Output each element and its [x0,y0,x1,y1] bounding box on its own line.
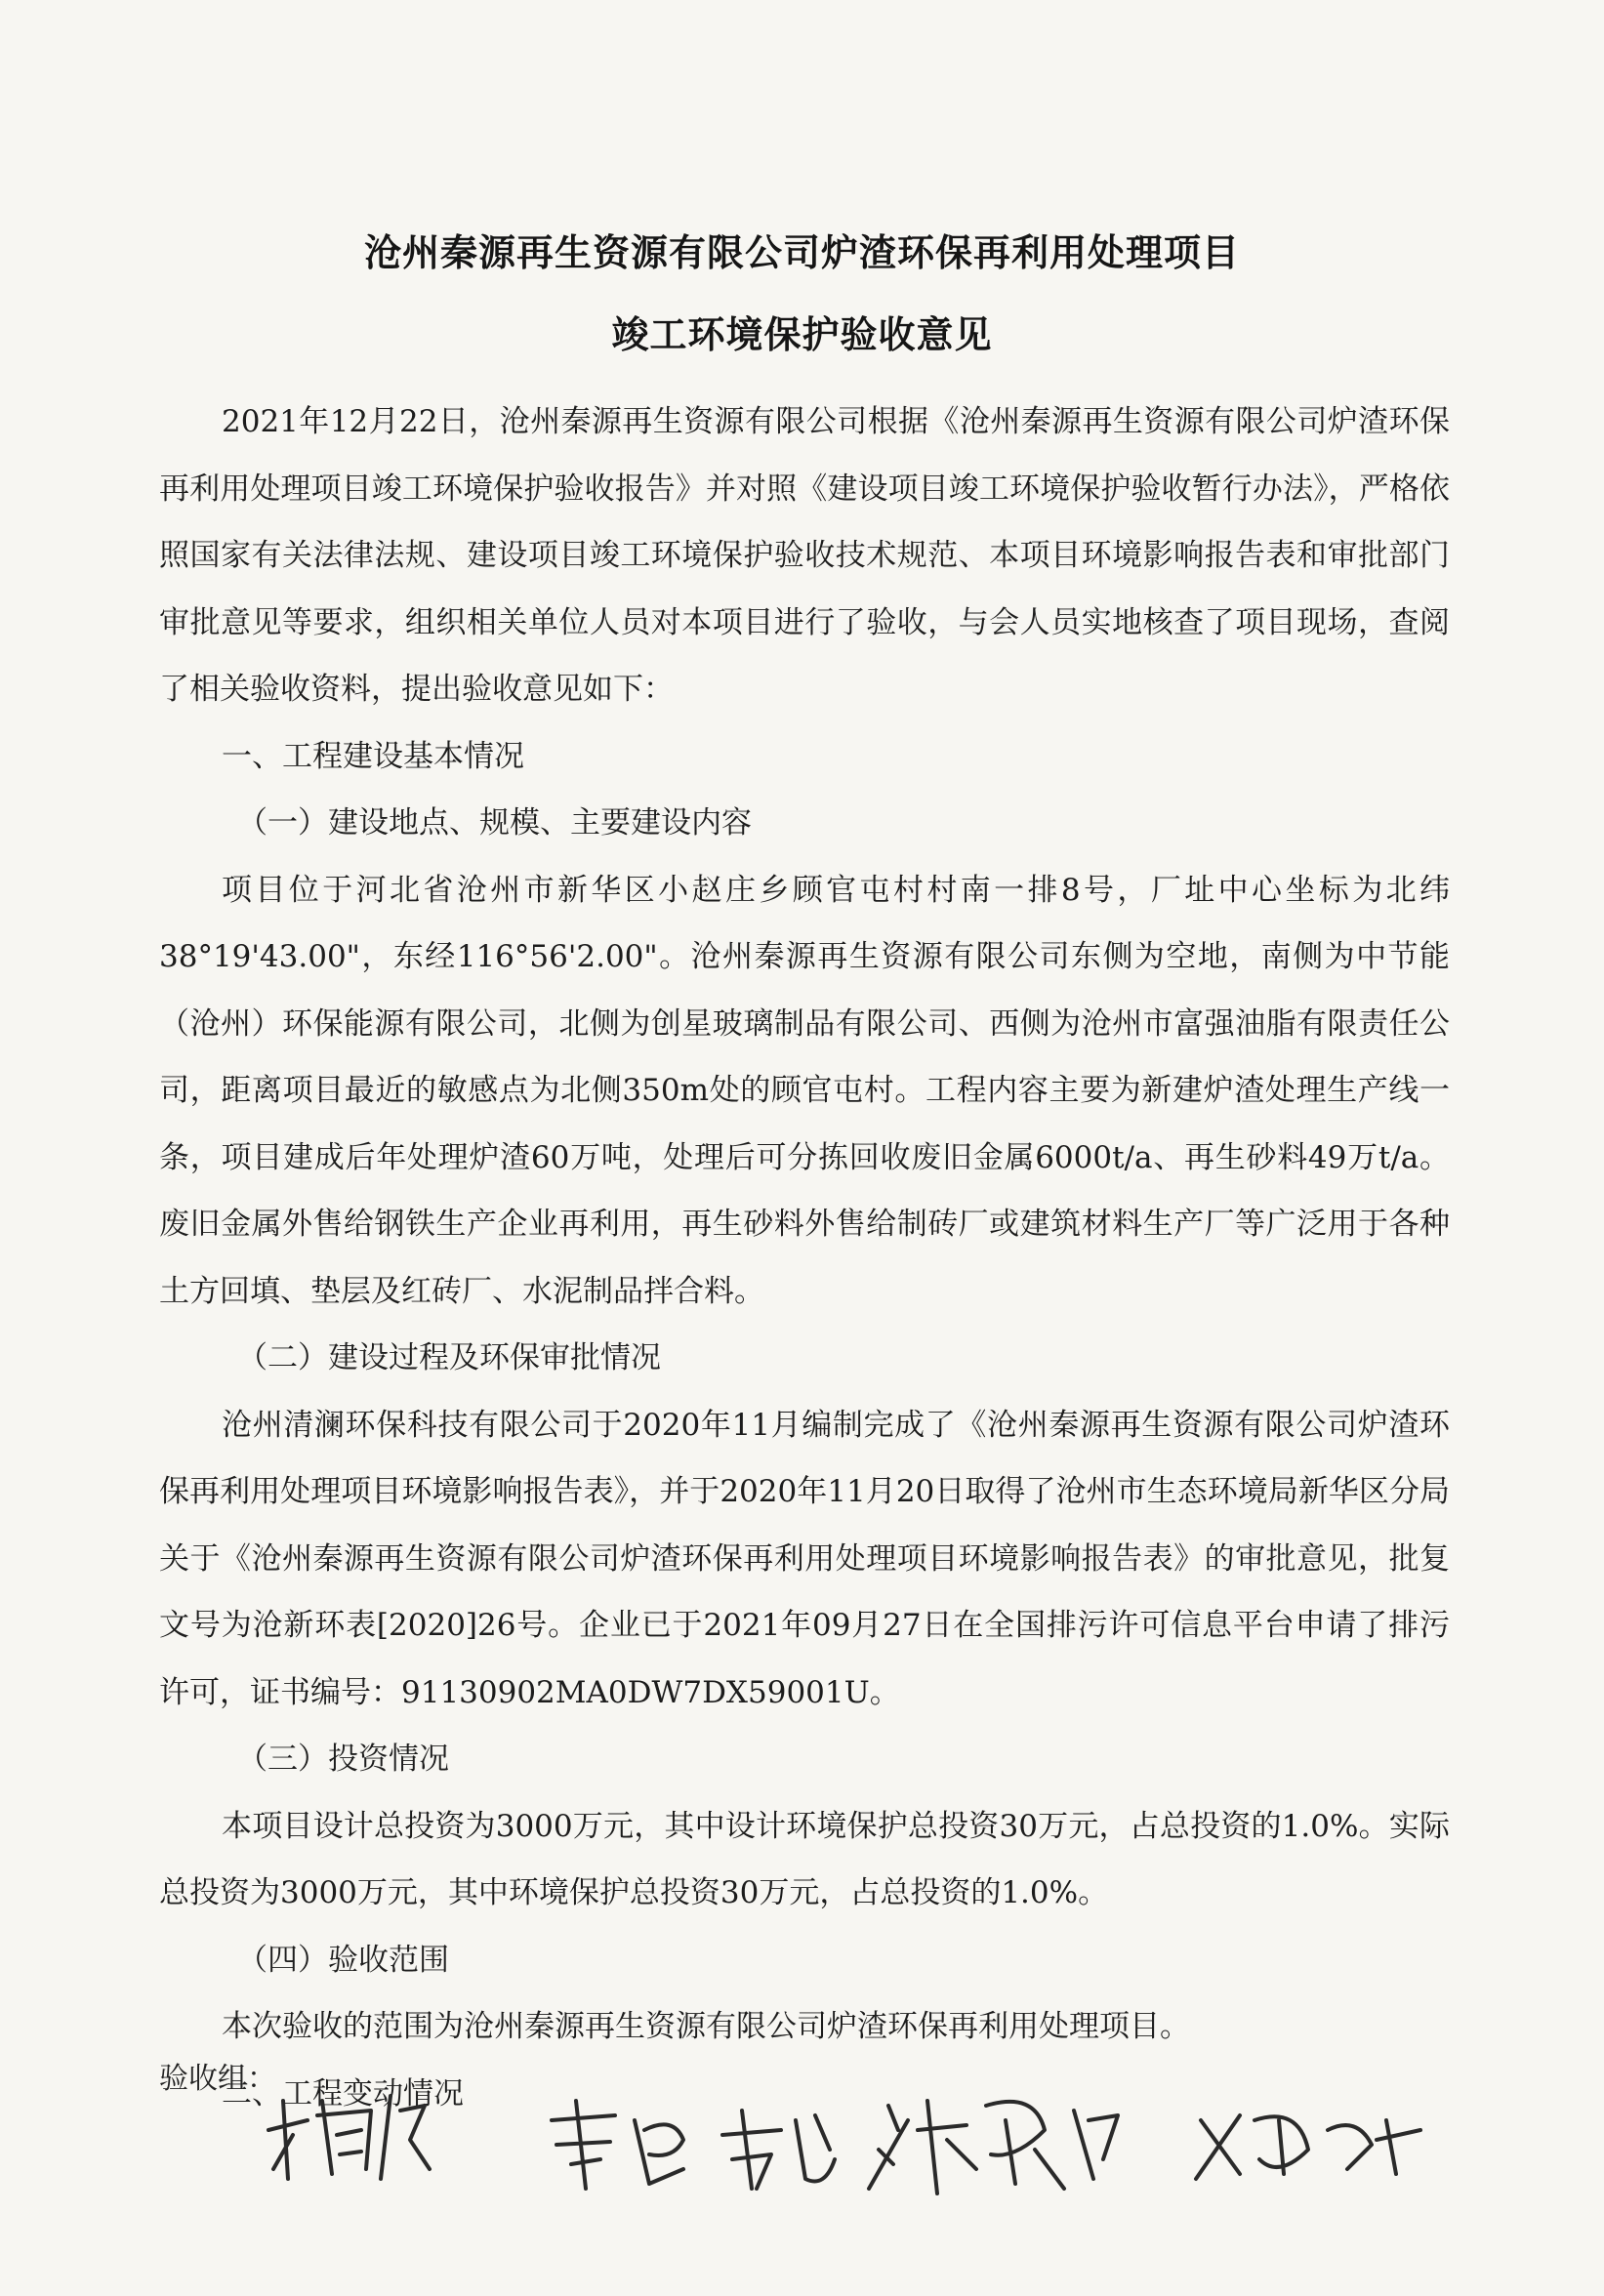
signature-4 [869,2101,1118,2194]
subsection-heading-4: （四）验收范围 [237,1942,449,1978]
signature-label: 验收组： [159,2062,276,2096]
subsection-text-1: 项目位于河北省沧州市新华区小赵庄乡顾官屯村村南一排8号，厂址中心坐标为北纬38°19'43.00"，东经116°56'2.00"。沧州秦源再生资源有限公司东侧为空地，南侧为中节能（沧州）环保能源有限公司，北侧为创星玻璃制品有限公司、西侧为沧州市富强油脂有限责任公司，距离项目最近的敏感点为北侧350m处的顾官屯村。工程内容主要为新建炉渣处理生产线一条，项目建成后年处理炉渣60万吨，处理后可分拣回收废旧金属6000t/a、再生砂料49万t/a。废旧金属外售给钢铁生产企业再利用，再生砂料外售给制砖厂或建筑材料生产厂等广泛用于各种土方回填、垫层及红砖厂、水泥制品拌合料。 [159,872,1450,1309]
document-subtitle: 竣工环境保护验收意见 [611,313,993,356]
subsection-text-4: 本次验收的范围为沧州秦源再生资源有限公司炉渣环保再利用处理项目。 [222,2009,1190,2044]
signature-2 [552,2101,683,2189]
subsection-heading-3: （三）投资情况 [237,1742,449,1777]
document-body [159,389,1450,2127]
intro-paragraph: 2021年12月22日，沧州秦源再生资源有限公司根据《沧州秦源再生资源有限公司炉渣环保再利用处理项目竣工环境保护验收报告》并对照《建设项目竣工环境保护验收暂行办法》，严格依照国家有关法律法规、建设项目竣工环境保护验收技术规范、本项目环境影响报告表和审批部门审批意见等要求，组织相关单位人员对本项目进行了验收，与会人员实地核查了项目现场，查阅了相关验收资料，提出验收意见如下： [159,404,1450,707]
document-title: 沧州秦源再生资源有限公司炉渣环保再利用处理项目 [363,231,1240,274]
subsection-text-3: 本项目设计总投资为3000万元，其中设计环境保护总投资30万元，占总投资的1.0%。实际总投资为3000万元，其中环境保护总投资30万元，占总投资的1.0%。 [159,1808,1450,1910]
section-heading-1: 一、工程建设基本情况 [222,738,524,774]
signature-3 [722,2111,835,2189]
handwritten-signatures [264,2062,1484,2208]
subsection-heading-1: （一）建设地点、规模、主要建设内容 [237,805,752,840]
subsection-text-2: 沧州清澜环保科技有限公司于2020年11月编制完成了《沧州秦源再生资源有限公司炉渣环保再利用处理项目环境影响报告表》，并于2020年11月20日取得了沧州市生态环境局新华区分局关于《沧州秦源再生资源有限公司炉渣环保再利用处理项目环境影响报告表》的审批意见，批复文号为沧新环表[2020]26号。企业已于2021年09月27日在全国排污许可信息平台申请了排污许可，证书编号：91130902MA0DW7DX59001U。 [159,1407,1450,1710]
signature-1 [268,2096,430,2179]
section-heading-2: 二、工程变动情况 [222,2075,464,2112]
subsection-heading-2: （二）建设过程及环保审批情况 [237,1340,661,1375]
signature-5 [1196,2115,1420,2179]
